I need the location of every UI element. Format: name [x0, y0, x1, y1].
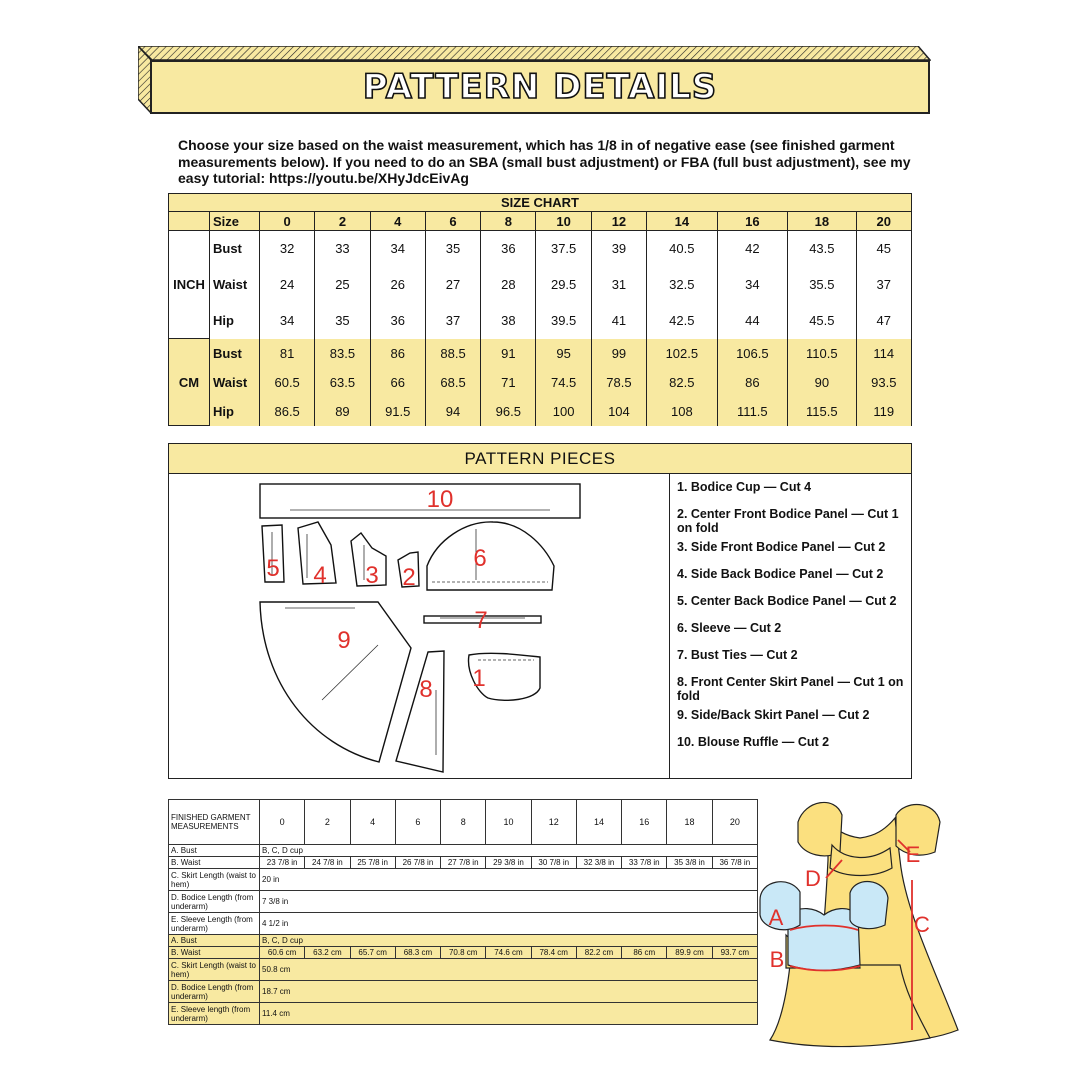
unit-label-inch: INCH	[169, 231, 210, 339]
finished-row-label: C. Skirt Length (waist to hem)	[169, 869, 260, 891]
size-row-inch-bust	[169, 231, 912, 267]
size-chart-cell: 34	[370, 231, 425, 267]
size-chart-cell: 43.5	[788, 231, 856, 267]
finished-cell: 86 cm	[622, 947, 667, 959]
size-chart-cell: 91.5	[370, 397, 425, 426]
finished-size-col-10: 10	[486, 800, 531, 845]
size-chart-cell: 39	[591, 231, 646, 267]
finished-span-cell: 50.8 cm	[260, 959, 758, 981]
title-banner	[150, 60, 930, 114]
size-chart-cell: 78.5	[591, 368, 646, 397]
finished-size-col-2: 2	[305, 800, 350, 845]
measurement-label: Waist	[210, 368, 260, 397]
size-col-10: 10	[536, 212, 591, 231]
pattern-piece-item: 5. Center Back Bodice Panel — Cut 2	[677, 594, 897, 608]
finished-garment-table	[168, 799, 758, 1025]
size-header-row	[169, 212, 912, 231]
finished-size-col-12: 12	[531, 800, 576, 845]
finished-row	[169, 959, 758, 981]
finished-cell: 32 3/8 in	[576, 857, 621, 869]
piece-outline-9	[260, 602, 411, 762]
finished-span-cell: 20 in	[260, 869, 758, 891]
piece-number-10: 10	[426, 486, 454, 513]
finished-span-cell: 4 1/2 in	[260, 913, 758, 935]
finished-size-col-8: 8	[441, 800, 486, 845]
size-chart-cell: 37.5	[536, 231, 591, 267]
finished-size-col-20: 20	[712, 800, 757, 845]
finished-size-col-16: 16	[622, 800, 667, 845]
size-chart-cell: 28	[481, 267, 536, 303]
size-row-cm-hip	[169, 397, 912, 426]
size-chart-cell: 32	[260, 231, 315, 267]
dress-illustration	[748, 796, 964, 1048]
page-title: PATTERN DETAILS	[362, 67, 718, 107]
size-chart-table	[168, 193, 912, 426]
size-chart-cell: 83.5	[315, 339, 370, 368]
piece-number-4: 4	[313, 562, 327, 589]
size-chart-cell: 39.5	[536, 303, 591, 339]
size-chart-cell: 99	[591, 339, 646, 368]
size-chart-cell: 25	[315, 267, 370, 303]
size-chart-cell: 104	[591, 397, 646, 426]
piece-number-3: 3	[365, 562, 379, 589]
size-chart-cell: 37	[856, 267, 911, 303]
size-chart-cell: 29.5	[536, 267, 591, 303]
finished-size-col-0: 0	[260, 800, 305, 845]
finished-cell: 26 7/8 in	[395, 857, 440, 869]
size-chart-cell: 47	[856, 303, 911, 339]
piece-outline-10	[260, 484, 580, 518]
pattern-piece-item: 2. Center Front Bodice Panel — Cut 1 on fold	[677, 507, 899, 535]
size-chart-cell: 90	[788, 368, 856, 397]
size-chart-cell: 95	[536, 339, 591, 368]
size-chart-cell: 24	[260, 267, 315, 303]
size-chart-cell: 36	[481, 231, 536, 267]
size-chart-cell: 38	[481, 303, 536, 339]
size-col-0: 0	[260, 212, 315, 231]
size-chart-cell: 115.5	[788, 397, 856, 426]
size-chart-cell: 33	[315, 231, 370, 267]
dress-label-c: C	[914, 912, 930, 937]
measurement-label: Waist	[210, 267, 260, 303]
size-chart-cell: 91	[481, 339, 536, 368]
finished-row	[169, 869, 758, 891]
pattern-pieces-drawing	[170, 475, 668, 777]
finished-cell: 70.8 cm	[441, 947, 486, 959]
finished-row-label: C. Skirt Length (waist to hem)	[169, 959, 260, 981]
size-chart-cell: 37	[425, 303, 480, 339]
size-chart-cell: 106.5	[717, 339, 788, 368]
pieces-divider	[669, 474, 670, 779]
finished-row-label: E. Sleeve Length (from underarm)	[169, 913, 260, 935]
size-chart-cell: 26	[370, 267, 425, 303]
finished-row	[169, 845, 758, 857]
size-chart-cell: 89	[315, 397, 370, 426]
piece-outline-6	[427, 522, 554, 590]
finished-row-label: B. Waist	[169, 947, 260, 959]
finished-header-row	[169, 800, 758, 845]
size-chart-cell: 88.5	[425, 339, 480, 368]
size-chart-cell: 102.5	[647, 339, 718, 368]
finished-cell: 29 3/8 in	[486, 857, 531, 869]
finished-cell: 60.6 cm	[260, 947, 305, 959]
size-chart-cell: 74.5	[536, 368, 591, 397]
size-chart-cell: 27	[425, 267, 480, 303]
piece-number-9: 9	[337, 627, 351, 654]
size-chart-cell: 42	[717, 231, 788, 267]
intro-text: Choose your size based on the waist measurement, which has 1/8 in of negative ease (see finished garment measurements below). If you need to do an SBA (small bust adjustment) or FBA (full bust adjustment), see my easy tutorial: https://youtu.be/XHyJdcEivAg	[178, 137, 911, 186]
finished-cell: 36 7/8 in	[712, 857, 757, 869]
size-col-16: 16	[717, 212, 788, 231]
size-chart-cell: 63.5	[315, 368, 370, 397]
finished-cell: 63.2 cm	[305, 947, 350, 959]
size-chart-cell: 34	[717, 267, 788, 303]
size-col-20: 20	[856, 212, 911, 231]
finished-size-col-18: 18	[667, 800, 712, 845]
finished-row-label: A. Bust	[169, 845, 260, 857]
size-row-inch-hip	[169, 303, 912, 339]
size-chart-cell: 114	[856, 339, 911, 368]
piece-number-8: 8	[419, 676, 433, 703]
size-chart-cell: 86.5	[260, 397, 315, 426]
measurement-label: Hip	[210, 397, 260, 426]
size-chart-cell: 31	[591, 267, 646, 303]
finished-cell: 89.9 cm	[667, 947, 712, 959]
finished-cell: 25 7/8 in	[350, 857, 395, 869]
measurement-label: Hip	[210, 303, 260, 339]
finished-row	[169, 935, 758, 947]
finished-cell: 23 7/8 in	[260, 857, 305, 869]
size-chart-cell: 60.5	[260, 368, 315, 397]
size-chart-cell: 71	[481, 368, 536, 397]
size-col-2: 2	[315, 212, 370, 231]
finished-row	[169, 913, 758, 935]
size-chart-cell: 35	[315, 303, 370, 339]
piece-number-2: 2	[402, 564, 416, 591]
finished-cell: 30 7/8 in	[531, 857, 576, 869]
size-chart-cell: 111.5	[717, 397, 788, 426]
size-chart-cell: 45	[856, 231, 911, 267]
finished-row-label: B. Waist	[169, 857, 260, 869]
size-chart-cell: 44	[717, 303, 788, 339]
size-chart-cell: 108	[647, 397, 718, 426]
finished-cell: 27 7/8 in	[441, 857, 486, 869]
size-chart-cell: 96.5	[481, 397, 536, 426]
finished-size-col-4: 4	[350, 800, 395, 845]
dress-label-a: A	[768, 905, 784, 930]
pattern-piece-item: 6. Sleeve — Cut 2	[677, 621, 782, 635]
size-chart-cell: 119	[856, 397, 911, 426]
finished-row-label: A. Bust	[169, 935, 260, 947]
size-chart-cell: 40.5	[647, 231, 718, 267]
finished-cell: 68.3 cm	[395, 947, 440, 959]
finished-cell: 82.2 cm	[576, 947, 621, 959]
piece-number-6: 6	[473, 545, 487, 572]
finished-cell: 33 7/8 in	[622, 857, 667, 869]
finished-cell: 35 3/8 in	[667, 857, 712, 869]
unit-label-cm: CM	[169, 339, 210, 426]
pattern-piece-item: 7. Bust Ties — Cut 2	[677, 648, 798, 662]
finished-row-label: D. Bodice Length (from underarm)	[169, 981, 260, 1003]
measurement-label: Bust	[210, 339, 260, 368]
size-chart-cell: 34	[260, 303, 315, 339]
pattern-piece-item: 3. Side Front Bodice Panel — Cut 2	[677, 540, 886, 554]
size-chart-cell: 93.5	[856, 368, 911, 397]
finished-row	[169, 981, 758, 1003]
finished-span-cell: B, C, D cup	[260, 935, 758, 947]
finished-span-cell: 18.7 cm	[260, 981, 758, 1003]
size-row-inch-waist	[169, 267, 912, 303]
finished-row	[169, 857, 758, 869]
finished-size-col-6: 6	[395, 800, 440, 845]
size-chart-cell: 41	[591, 303, 646, 339]
finished-cell: 65.7 cm	[350, 947, 395, 959]
size-chart-cell: 36	[370, 303, 425, 339]
size-chart-cell: 82.5	[647, 368, 718, 397]
size-chart-cell: 86	[370, 339, 425, 368]
dress-label-e: E	[905, 842, 921, 867]
size-label: Size	[210, 212, 260, 231]
size-col-4: 4	[370, 212, 425, 231]
size-col-18: 18	[788, 212, 856, 231]
finished-span-cell: 7 3/8 in	[260, 891, 758, 913]
pattern-piece-item: 1. Bodice Cup — Cut 4	[677, 480, 812, 494]
finished-row-label: E. Sleeve length (from underarm)	[169, 1003, 260, 1025]
pattern-piece-item: 9. Side/Back Skirt Panel — Cut 2	[677, 708, 870, 722]
size-row-cm-bust	[169, 339, 912, 368]
finished-cell: 74.6 cm	[486, 947, 531, 959]
piece-number-1: 1	[472, 665, 486, 692]
finished-cell: 93.7 cm	[712, 947, 757, 959]
pattern-piece-item: 4. Side Back Bodice Panel — Cut 2	[677, 567, 884, 581]
finished-header-label: FINISHED GARMENT MEASUREMENTS	[169, 800, 260, 845]
size-col-14: 14	[647, 212, 718, 231]
finished-row	[169, 947, 758, 959]
size-chart-cell: 94	[425, 397, 480, 426]
piece-number-5: 5	[266, 555, 280, 582]
finished-size-col-14: 14	[576, 800, 621, 845]
pattern-pieces-title: PATTERN PIECES	[168, 443, 912, 474]
size-col-12: 12	[591, 212, 646, 231]
size-chart-cell: 32.5	[647, 267, 718, 303]
finished-cell: 78.4 cm	[531, 947, 576, 959]
size-col-8: 8	[481, 212, 536, 231]
size-chart-cell: 86	[717, 368, 788, 397]
size-chart-cell: 42.5	[647, 303, 718, 339]
piece-number-7: 7	[474, 607, 488, 634]
size-chart-cell: 81	[260, 339, 315, 368]
size-col-6: 6	[425, 212, 480, 231]
size-row-cm-waist	[169, 368, 912, 397]
pattern-piece-item: 10. Blouse Ruffle — Cut 2	[677, 735, 830, 749]
finished-row-label: D. Bodice Length (from underarm)	[169, 891, 260, 913]
dress-label-b: B	[769, 947, 785, 972]
finished-row	[169, 1003, 758, 1025]
size-chart-cell: 68.5	[425, 368, 480, 397]
size-chart-cell: 35.5	[788, 267, 856, 303]
dress-label-d: D	[805, 866, 821, 891]
size-chart-cell: 45.5	[788, 303, 856, 339]
size-chart-cell: 35	[425, 231, 480, 267]
size-chart-cell: 100	[536, 397, 591, 426]
finished-row	[169, 891, 758, 913]
size-chart-cell: 66	[370, 368, 425, 397]
size-chart-cell: 110.5	[788, 339, 856, 368]
finished-span-cell: B, C, D cup	[260, 845, 758, 857]
measurement-label: Bust	[210, 231, 260, 267]
pattern-piece-item: 8. Front Center Skirt Panel — Cut 1 on fold	[677, 675, 904, 703]
size-chart-caption: SIZE CHART	[169, 194, 912, 212]
finished-cell: 24 7/8 in	[305, 857, 350, 869]
finished-span-cell: 11.4 cm	[260, 1003, 758, 1025]
